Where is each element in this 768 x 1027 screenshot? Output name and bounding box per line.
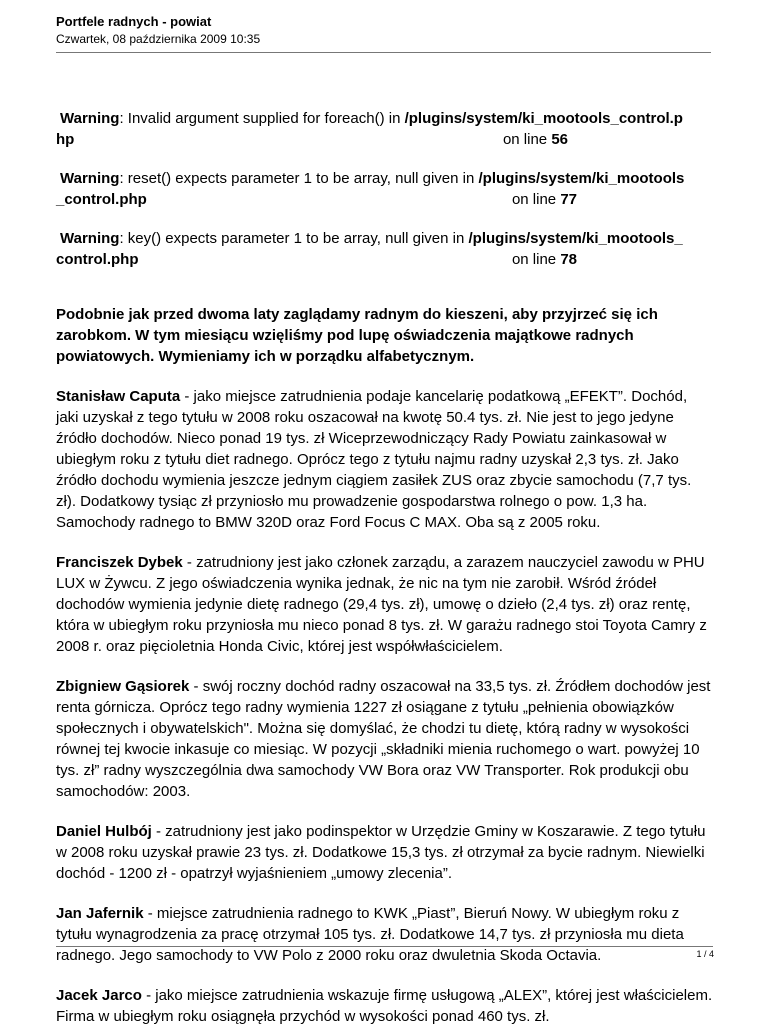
warning-path-end: control.php [56, 251, 139, 268]
article-intro: Podobnie jak przed dwoma laty zaglądamy radnym do kieszeni, aby przyjrzeć się ich zarobkom. W tym miesiącu wzięliśmy pod lupę oświadczenia majątkowe radnych powiatowych. Wymieniamy ich w porządku alfabetycznym. [56, 306, 658, 365]
warning-path: /plugins/system/ki_mootools [478, 170, 685, 187]
warning-path-end: _control.php [56, 191, 147, 208]
warning-line-number: 77 [560, 191, 577, 208]
councillor-name: Zbigniew Gąsiorek [56, 678, 190, 695]
warning-line-number: 78 [560, 251, 577, 268]
document-title: Portfele radnych - powiat [56, 14, 212, 29]
footer-divider [56, 946, 713, 947]
councillor-name: Jan Jafernik [56, 905, 144, 922]
councillor-text: - jako miejsce zatrudnienia podaje kancelarię podatkową „EFEKT”. Dochód, jaki uzyskał z tego tytułu w 2008 roku oszacował na kwotę 50.4 tys. zł. Nie jest to jego jedyne źródło dochodów. Nieco ponad 19 tys. zł Wiceprzewodniczący Rady Powiatu zainkasował w ubiegłym roku z tytułu diet radnego. Oprócz tego z tytułu najmu radny uzyskał 2,3 tys. zł. Jako źródło dochodu wymienia jeszcze jednym ciągiem zasiłek ZUS oraz zbycie samochodu (7,7 tys. zł). Dodatkowy tysiąc zł przyniosło mu prowadzenie gospodarstwa rolnego o pow. 1,3 ha. Samochody radnego to BMW 320D oraz Ford Focus C MAX. Oba są z 2005 roku. [56, 388, 692, 531]
warning-label: Warning [60, 110, 120, 127]
php-warning [56, 108, 713, 150]
article-content [56, 108, 713, 1027]
document-header [56, 14, 716, 47]
warning-message: : Invalid argument supplied for foreach() in [119, 110, 405, 127]
php-warning [56, 168, 713, 210]
page-number: 1 / 4 [696, 949, 714, 959]
warning-path: /plugins/system/ki_mootools_control.p [404, 110, 683, 127]
councillor-name: Stanisław Caputa [56, 388, 181, 405]
warning-path-end: hp [56, 131, 75, 148]
councillor-text: - zatrudniony jest jako członek zarządu, a zarazem nauczyciel zawodu w PHU LUX w Żywcu. Z jego oświadczenia wynika jednak, że nic na tym nie zarobił. Wśród źródeł dochodów wymienia jedynie dietę radnego (29,4 tys. zł), umowę o dzieło (2,4 tys. zł) oraz rentę, która w ubiegłym roku przyniosła mu nieco ponad 8 tys. zł. W garażu radnego stoi Toyota Camry z 2008 r. oraz pięcioletnia Honda Civic, której jest współwłaścicielem. [56, 554, 707, 655]
warning-on-line: on line [511, 191, 561, 208]
councillor-paragraph [56, 903, 713, 966]
councillor-text: - miejsce zatrudnienia radnego to KWK „Piast”, Bieruń Nowy. W ubiegłym roku z tytułu wynagrodzenia za pracę otrzymał 105 tys. zł. Dodatkowe 14,7 tys. zł przyniosła mu dieta radnego. Jego samochody to VW Polo z 2000 roku oraz dwuletnia Skoda Octavia. [56, 905, 684, 964]
warning-label: Warning [60, 170, 120, 187]
header-divider [56, 52, 711, 53]
councillor-text: - swój roczny dochód radny oszacował na 33,5 tys. zł. Źródłem dochodów jest renta górnicza. Oprócz tego radny wymienia 1227 zł osiągane z tytułu „pełnienia obowiązków społecznych i obywatelskich". Można się domyślać, że chodzi tu dietę, którą radny w wysokości równej tej kwocie inkasuje co miesiąc. W pozycji „składniki mienia ruchomego o wart. powyżej 10 tys. zł” radny wyszczególnia dwa samochody VW Bora oraz VW Transporter. Rok produkcji obu samochodów: 2003. [56, 678, 711, 800]
councillor-paragraph [56, 552, 713, 657]
councillor-paragraph [56, 386, 713, 533]
warning-on-line: on line [511, 251, 561, 268]
councillor-name: Daniel Hulbój [56, 823, 152, 840]
warning-message: : reset() expects parameter 1 to be array, null given in [119, 170, 479, 187]
councillor-name: Franciszek Dybek [56, 554, 183, 571]
warning-message: : key() expects parameter 1 to be array, null given in [119, 230, 469, 247]
warning-path: /plugins/system/ki_mootools_ [468, 230, 683, 247]
php-warning [56, 228, 713, 270]
councillor-text: - zatrudniony jest jako podinspektor w Urzędzie Gminy w Koszarawie. Z tego tytułu w 2008 roku uzyskał prawie 23 tys. zł. Dodatkowe 15,3 tys. zł otrzymał za bycie radnym. Niewielki dochód - 1200 zł - opatrzył wyjaśnieniem „umowy zlecenia”. [56, 823, 706, 882]
warning-on-line: on line [502, 131, 552, 148]
warning-label: Warning [60, 230, 120, 247]
councillor-text: - jako miejsce zatrudnienia wskazuje firmę usługową „ALEX”, której jest właścicielem. Firma w ubiegłym roku osiągnęła przychód w wysokości ponad 460 tys. zł. [56, 987, 713, 1025]
warning-line-number: 56 [551, 131, 568, 148]
councillor-paragraph [56, 985, 713, 1027]
councillor-paragraph [56, 821, 713, 884]
councillor-paragraph [56, 676, 713, 802]
document-date: Czwartek, 08 października 2009 10:35 [56, 32, 261, 46]
councillor-name: Jacek Jarco [56, 987, 142, 1004]
